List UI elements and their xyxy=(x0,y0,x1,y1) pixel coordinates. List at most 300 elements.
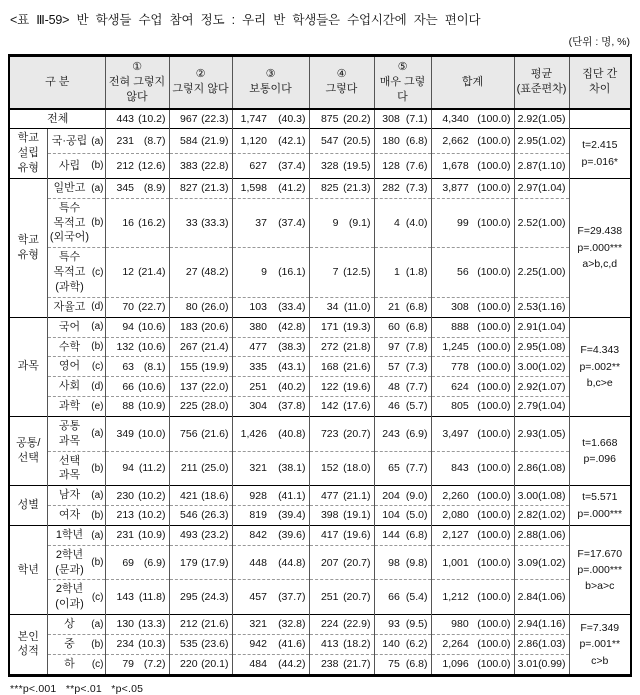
count-value: 251 xyxy=(249,380,267,393)
group-label-cell: 과목 xyxy=(9,317,47,416)
count-value: 295 xyxy=(180,591,198,604)
percent-value: (5.4) xyxy=(405,591,428,604)
count-value: 2.93 xyxy=(517,427,539,440)
total-cell xyxy=(431,580,514,615)
count-cell xyxy=(309,545,374,580)
count-cell xyxy=(309,317,374,337)
percent-value: (42.1) xyxy=(278,135,306,148)
count-cell xyxy=(232,416,309,451)
total-cell xyxy=(431,317,514,337)
count-cell xyxy=(169,525,232,545)
item-cell xyxy=(47,154,105,179)
mean-cell xyxy=(514,525,569,545)
count-value: 448 xyxy=(249,556,267,569)
percent-value: (21.4) xyxy=(138,266,166,279)
count-cell xyxy=(309,198,374,248)
percent-value: (10.2) xyxy=(138,112,166,125)
percent-value: (5.0) xyxy=(405,509,428,522)
item-label: 하 xyxy=(64,657,75,670)
count-value: 2.86 xyxy=(517,638,539,651)
count-cell xyxy=(309,377,374,397)
count-cell xyxy=(309,635,374,655)
percent-value: (100.0) xyxy=(477,266,511,279)
item-tag: (c) xyxy=(91,266,104,278)
mean-cell xyxy=(514,486,569,506)
percent-value: (40.2) xyxy=(278,380,306,393)
item-cell xyxy=(47,416,105,451)
count-value: 942 xyxy=(249,638,267,651)
count-value: 37 xyxy=(255,216,267,229)
item-tag: (c) xyxy=(91,658,104,670)
table-row xyxy=(9,357,631,377)
count-value: 70 xyxy=(122,301,135,314)
count-value: 155 xyxy=(180,360,198,373)
count-value: 103 xyxy=(249,301,267,314)
count-cell xyxy=(374,545,431,580)
percent-value: (26.3) xyxy=(201,509,229,522)
count-value: 180 xyxy=(382,135,400,148)
count-cell xyxy=(169,337,232,357)
table-row xyxy=(9,416,631,451)
total-cell xyxy=(431,129,514,154)
mean-cell xyxy=(514,178,569,198)
percent-value: (100.0) xyxy=(477,509,511,522)
table-row xyxy=(9,317,631,337)
percent-value: (26.0) xyxy=(201,301,229,314)
percent-value: (1.04) xyxy=(538,182,566,195)
percent-value: (5.7) xyxy=(405,400,428,413)
count-cell xyxy=(309,397,374,417)
item-cell xyxy=(47,545,105,580)
item-label: 영어 xyxy=(58,360,81,373)
mean-cell xyxy=(514,357,569,377)
total-cell xyxy=(431,416,514,451)
count-value: 967 xyxy=(180,112,198,125)
percent-value: (10.9) xyxy=(138,529,166,542)
count-value: 75 xyxy=(388,658,400,671)
count-value: 183 xyxy=(180,320,198,333)
item-tag: (b) xyxy=(91,462,104,474)
total-cell xyxy=(431,525,514,545)
count-cell xyxy=(105,416,169,451)
count-cell xyxy=(232,580,309,615)
percent-value: (41.6) xyxy=(278,638,306,651)
diff-cell: F=17.670 p=.000*** b>a>c xyxy=(569,525,631,614)
percent-value: (100.0) xyxy=(477,301,511,314)
percent-value: (6.2) xyxy=(405,638,428,651)
count-cell xyxy=(374,654,431,675)
table-row xyxy=(9,397,631,417)
mean-cell xyxy=(514,580,569,615)
count-cell xyxy=(105,525,169,545)
count-value: 819 xyxy=(249,509,267,522)
header-cell: ② 그렇지 않다 xyxy=(169,56,232,109)
percent-value: (1.02) xyxy=(538,509,566,522)
count-value: 443 xyxy=(116,112,135,125)
item-label: 선택 과목 xyxy=(58,454,81,482)
percent-value: (17.6) xyxy=(343,400,371,413)
count-cell xyxy=(105,506,169,526)
item-label: 특수 목적고 (외국어) xyxy=(49,201,90,244)
table-row xyxy=(9,654,631,675)
percent-value: (8.7) xyxy=(143,135,166,148)
percent-value: (100.0) xyxy=(477,182,511,195)
table-row xyxy=(9,337,631,357)
count-value: 7 xyxy=(332,266,339,279)
significance-note: ***p<.001 **p<.01 *p<.05 xyxy=(10,682,144,695)
percent-value: (10.6) xyxy=(138,320,166,333)
mean-cell xyxy=(514,297,569,317)
count-cell xyxy=(374,580,431,615)
percent-value: (100.0) xyxy=(477,380,511,393)
count-value: 168 xyxy=(320,360,339,373)
count-value: 224 xyxy=(320,618,339,631)
diff-cell: F=7.349 p=.001** c>b xyxy=(569,615,631,676)
count-value: 88 xyxy=(122,400,135,413)
item-label: 자율고 xyxy=(53,300,86,313)
header-cell: 평균 (표준편차) xyxy=(514,56,569,109)
count-value: 2,127 xyxy=(442,529,469,542)
count-cell xyxy=(169,416,232,451)
item-tag: (a) xyxy=(91,321,104,333)
count-value: 2.86 xyxy=(517,462,539,475)
count-cell xyxy=(374,506,431,526)
count-value: 1 xyxy=(393,266,400,279)
mean-cell xyxy=(514,397,569,417)
count-value: 383 xyxy=(180,159,198,172)
percent-value: (32.8) xyxy=(278,618,306,631)
count-cell xyxy=(374,525,431,545)
count-value: 16 xyxy=(122,216,135,229)
count-value: 2.92 xyxy=(517,112,539,125)
percent-value: (1.02) xyxy=(538,360,566,373)
percent-value: (16.1) xyxy=(278,266,306,279)
count-cell xyxy=(169,129,232,154)
count-cell xyxy=(169,248,232,298)
stats-table xyxy=(8,54,632,677)
header-cell: ⑤ 매우 그렇다 xyxy=(374,56,431,109)
count-value: 213 xyxy=(116,509,135,522)
total-cell xyxy=(431,486,514,506)
item-cell xyxy=(47,451,105,486)
count-cell xyxy=(309,337,374,357)
count-value: 251 xyxy=(320,591,339,604)
count-cell xyxy=(374,297,431,317)
count-value: 56 xyxy=(457,266,469,279)
percent-value: (19.3) xyxy=(343,320,371,333)
percent-value: (7.7) xyxy=(405,462,428,475)
count-value: 2,260 xyxy=(442,489,469,502)
percent-value: (100.0) xyxy=(477,216,511,229)
percent-value: (100.0) xyxy=(477,427,511,440)
total-cell xyxy=(431,297,514,317)
percent-value: (20.7) xyxy=(343,591,371,604)
total-cell xyxy=(431,198,514,248)
item-cell xyxy=(47,635,105,655)
percent-value: (22.7) xyxy=(138,301,166,314)
percent-value: (100.0) xyxy=(477,529,511,542)
count-value: 3.00 xyxy=(517,360,539,373)
item-label: 특수 목적고 (과학) xyxy=(53,251,86,293)
count-value: 547 xyxy=(320,135,339,148)
count-value: 778 xyxy=(451,360,469,373)
percent-value: (100.0) xyxy=(477,112,511,125)
count-cell xyxy=(105,377,169,397)
count-value: 66 xyxy=(122,380,135,393)
item-cell xyxy=(47,178,105,198)
percent-value: (21.4) xyxy=(201,340,229,353)
percent-value: (21.6) xyxy=(343,360,371,373)
count-cell xyxy=(232,357,309,377)
count-value: 980 xyxy=(451,618,469,631)
count-value: 349 xyxy=(116,427,135,440)
item-cell xyxy=(47,615,105,635)
item-tag: (a) xyxy=(91,182,104,194)
total-cell xyxy=(431,397,514,417)
percent-value: (10.6) xyxy=(138,380,166,393)
total-cell xyxy=(431,357,514,377)
item-label: 수학 xyxy=(58,340,81,353)
mean-cell xyxy=(514,248,569,298)
table-row xyxy=(9,580,631,615)
count-cell xyxy=(169,545,232,580)
table-row xyxy=(9,451,631,486)
percent-value: (100.0) xyxy=(477,638,511,651)
count-value: 79 xyxy=(122,658,135,671)
percent-value: (8.1) xyxy=(143,360,166,373)
count-cell xyxy=(374,109,431,129)
count-value: 321 xyxy=(249,462,267,475)
item-label: 상 xyxy=(64,618,75,631)
percent-value: (10.9) xyxy=(138,400,166,413)
count-value: 398 xyxy=(320,509,339,522)
count-value: 2,080 xyxy=(442,509,469,522)
total-cell xyxy=(431,337,514,357)
percent-value: (1.08) xyxy=(538,489,566,502)
percent-value: (48.2) xyxy=(201,266,229,279)
count-value: 457 xyxy=(249,591,267,604)
count-value: 128 xyxy=(382,159,400,172)
percent-value: (20.1) xyxy=(201,658,229,671)
percent-value: (6.8) xyxy=(405,658,428,671)
count-value: 1,426 xyxy=(240,427,267,440)
percent-value: (9.0) xyxy=(405,489,428,502)
count-value: 805 xyxy=(451,400,469,413)
count-cell xyxy=(105,654,169,675)
percent-value: (100.0) xyxy=(477,400,511,413)
item-cell xyxy=(47,317,105,337)
count-cell xyxy=(169,357,232,377)
count-value: 130 xyxy=(116,618,135,631)
table-body xyxy=(9,109,631,676)
percent-value: (42.8) xyxy=(278,320,306,333)
item-cell xyxy=(47,248,105,298)
count-cell xyxy=(105,486,169,506)
count-value: 144 xyxy=(382,529,400,542)
item-tag: (b) xyxy=(91,217,104,229)
count-value: 535 xyxy=(180,638,198,651)
item-label: 국·공립 xyxy=(51,134,88,147)
percent-value: (100.0) xyxy=(477,360,511,373)
item-tag: (c) xyxy=(91,361,104,373)
count-value: 2.97 xyxy=(517,182,539,195)
count-value: 308 xyxy=(451,301,469,314)
item-label: 사립 xyxy=(58,159,81,172)
count-value: 57 xyxy=(388,360,400,373)
count-cell xyxy=(169,109,232,129)
item-label: 2학년 (이과) xyxy=(55,583,84,611)
count-value: 142 xyxy=(320,400,339,413)
count-cell xyxy=(309,178,374,198)
percent-value: (0.99) xyxy=(538,658,566,671)
percent-value: (6.8) xyxy=(405,320,428,333)
percent-value: (7.1) xyxy=(405,112,428,125)
table-row xyxy=(9,154,631,179)
count-value: 4 xyxy=(393,216,400,229)
count-cell xyxy=(232,178,309,198)
item-tag: (b) xyxy=(91,556,104,568)
count-value: 888 xyxy=(451,320,469,333)
percent-value: (100.0) xyxy=(477,159,511,172)
item-label: 일반고 xyxy=(53,181,86,194)
count-value: 3.09 xyxy=(517,556,539,569)
count-value: 624 xyxy=(451,380,469,393)
item-tag: (d) xyxy=(91,380,104,392)
percent-value: (39.6) xyxy=(278,529,306,542)
count-value: 3,877 xyxy=(442,182,469,195)
percent-value: (19.6) xyxy=(343,529,371,542)
percent-value: (41.1) xyxy=(278,489,306,502)
count-value: 104 xyxy=(382,509,400,522)
mean-cell xyxy=(514,198,569,248)
percent-value: (19.5) xyxy=(343,159,371,172)
item-label: 사회 xyxy=(58,380,81,393)
count-value: 723 xyxy=(320,427,339,440)
percent-value: (28.0) xyxy=(201,400,229,413)
header-cell: ③ 보통이다 xyxy=(232,56,309,109)
count-cell xyxy=(232,129,309,154)
table-row xyxy=(9,486,631,506)
item-cell xyxy=(47,654,105,675)
percent-value: (100.0) xyxy=(477,489,511,502)
percent-value: (100.0) xyxy=(477,591,511,604)
percent-value: (20.6) xyxy=(201,320,229,333)
item-tag: (b) xyxy=(91,160,104,172)
item-label: 중 xyxy=(64,638,75,650)
mean-cell xyxy=(514,654,569,675)
count-value: 272 xyxy=(320,340,339,353)
percent-value: (7.6) xyxy=(405,159,428,172)
group-label-cell: 본인 성적 xyxy=(9,615,47,676)
count-value: 417 xyxy=(320,529,339,542)
percent-value: (40.8) xyxy=(278,427,306,440)
count-value: 546 xyxy=(180,509,198,522)
count-cell xyxy=(169,178,232,198)
count-cell xyxy=(169,654,232,675)
percent-value: (6.8) xyxy=(405,135,428,148)
count-value: 238 xyxy=(320,658,339,671)
count-cell xyxy=(105,580,169,615)
count-value: 843 xyxy=(451,462,469,475)
count-cell xyxy=(374,357,431,377)
diff-cell: F=29.438 p=.000*** a>b,c,d xyxy=(569,178,631,317)
item-tag: (a) xyxy=(91,427,104,439)
count-cell xyxy=(169,580,232,615)
percent-value: (1.02) xyxy=(538,135,566,148)
count-value: 335 xyxy=(249,360,267,373)
count-value: 98 xyxy=(388,556,400,569)
item-cell xyxy=(47,297,105,317)
count-value: 2.82 xyxy=(517,509,539,522)
percent-value: (21.6) xyxy=(201,427,229,440)
item-cell xyxy=(47,506,105,526)
item-tag: (c) xyxy=(91,591,104,603)
count-value: 2,662 xyxy=(442,135,469,148)
percent-value: (19.1) xyxy=(343,509,371,522)
item-label: 전체 xyxy=(47,112,69,125)
count-cell xyxy=(374,198,431,248)
diff-cell: t=2.415 p=.016* xyxy=(569,129,631,179)
count-cell xyxy=(232,337,309,357)
percent-value: (22.9) xyxy=(343,618,371,631)
count-cell xyxy=(374,129,431,154)
total-cell xyxy=(431,654,514,675)
percent-value: (1.00) xyxy=(538,216,566,229)
percent-value: (37.4) xyxy=(278,159,306,172)
count-cell xyxy=(374,416,431,451)
table-row xyxy=(9,198,631,248)
percent-value: (21.9) xyxy=(201,135,229,148)
item-label: 과학 xyxy=(58,400,81,413)
count-value: 230 xyxy=(116,489,135,502)
percent-value: (7.8) xyxy=(405,340,428,353)
count-value: 66 xyxy=(388,591,400,604)
count-value: 1,747 xyxy=(240,112,267,125)
count-cell xyxy=(232,451,309,486)
count-cell xyxy=(105,198,169,248)
percent-value: (19.6) xyxy=(343,380,371,393)
item-cell xyxy=(9,109,105,129)
count-cell xyxy=(232,654,309,675)
percent-value: (1.05) xyxy=(538,427,566,440)
item-tag: (a) xyxy=(91,135,104,147)
count-value: 627 xyxy=(249,159,267,172)
percent-value: (6.9) xyxy=(143,556,166,569)
percent-value: (23.6) xyxy=(201,638,229,651)
item-label: 1학년 xyxy=(55,528,84,541)
percent-value: (18.6) xyxy=(201,489,229,502)
percent-value: (24.3) xyxy=(201,591,229,604)
percent-value: (22.3) xyxy=(201,112,229,125)
percent-value: (21.8) xyxy=(343,340,371,353)
count-value: 304 xyxy=(249,400,267,413)
count-value: 2.94 xyxy=(517,618,539,631)
diff-cell: F=4.343 p=.002** b,c>e xyxy=(569,317,631,416)
count-value: 97 xyxy=(388,340,400,353)
count-value: 122 xyxy=(320,380,339,393)
percent-value: (20.5) xyxy=(343,135,371,148)
percent-value: (11.8) xyxy=(138,591,166,604)
count-cell xyxy=(105,178,169,198)
total-cell xyxy=(431,506,514,526)
count-cell xyxy=(105,317,169,337)
table-row xyxy=(9,178,631,198)
count-value: 12 xyxy=(122,266,135,279)
count-value: 3.00 xyxy=(517,489,539,502)
percent-value: (18.2) xyxy=(343,638,371,651)
percent-value: (10.0) xyxy=(138,427,166,440)
count-cell xyxy=(169,635,232,655)
